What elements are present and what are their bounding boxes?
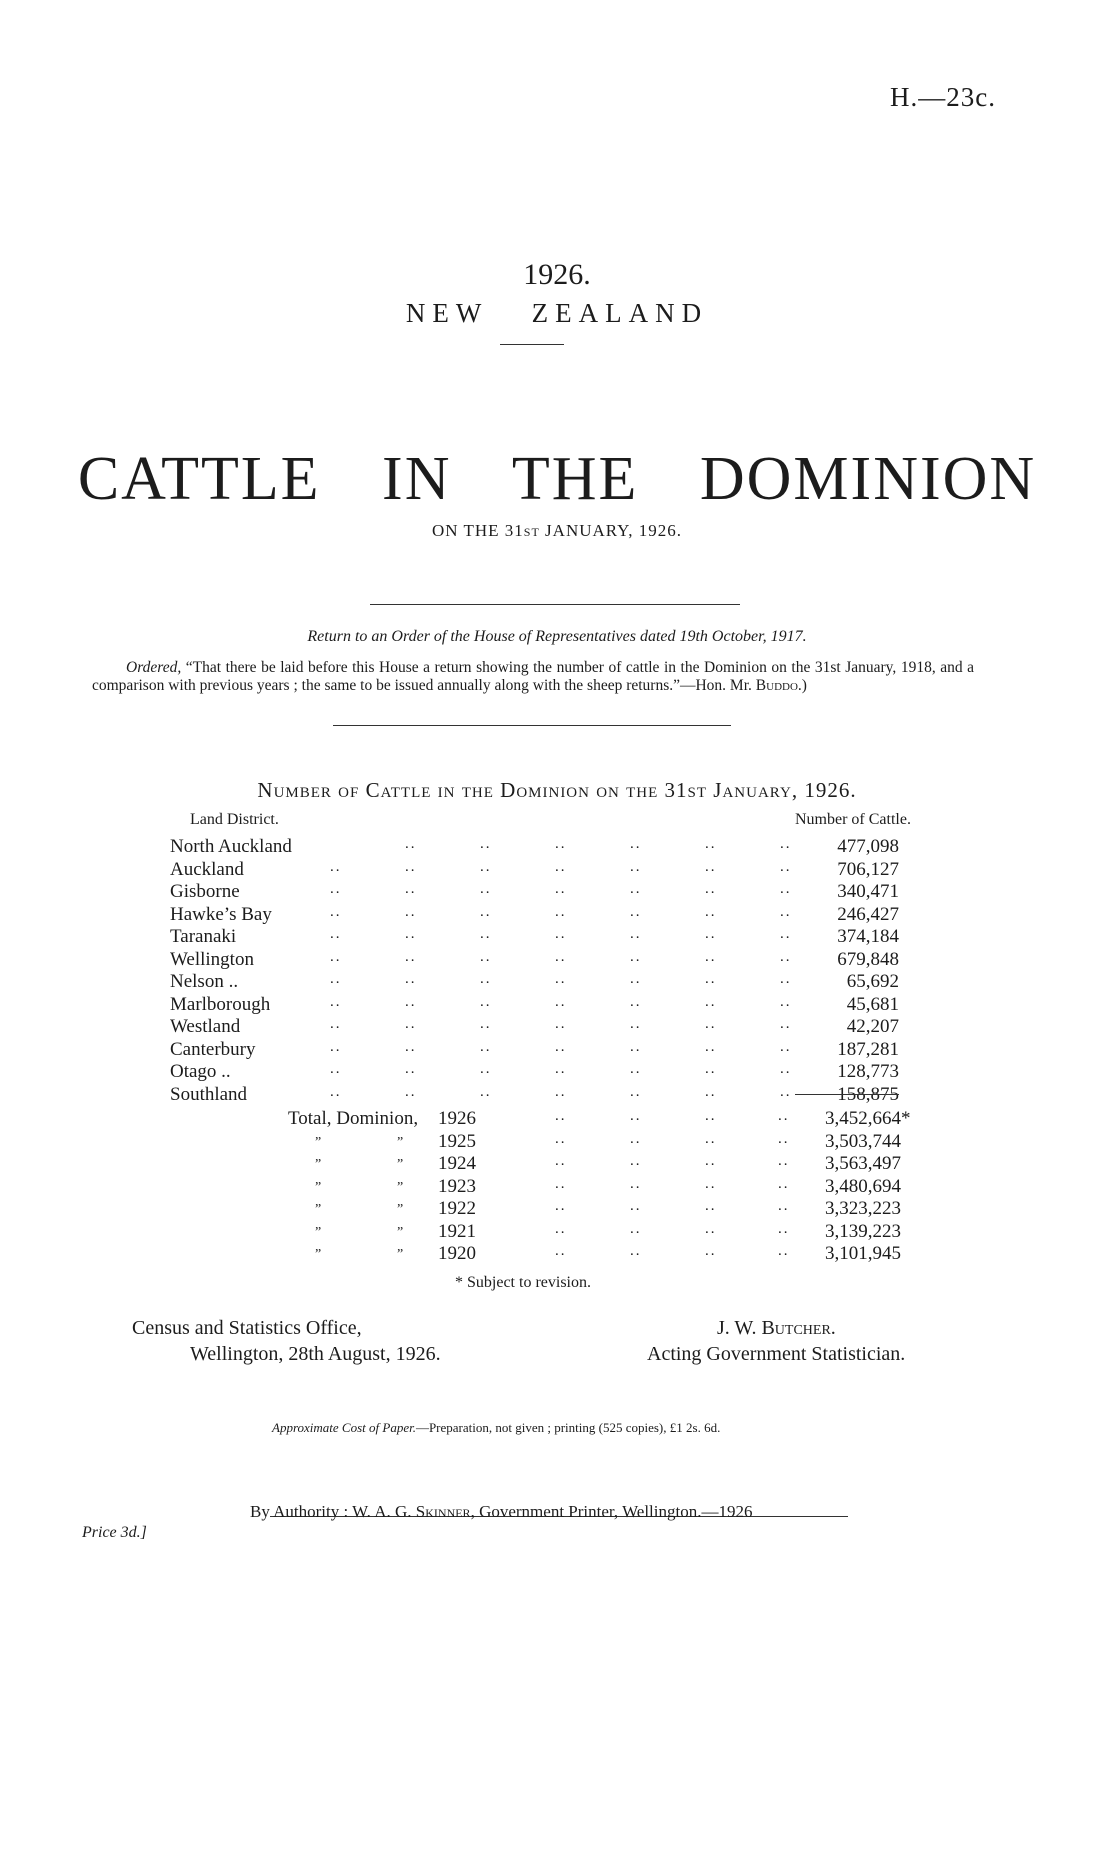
- cattle-count: 187,281: [837, 1038, 899, 1060]
- ditto-mark: ”: [315, 1179, 322, 1195]
- table-row: [0, 949, 1114, 971]
- document-reference: H.—23c.: [890, 82, 996, 112]
- leader-dots: .. .. .. .. .. .. ..: [330, 948, 792, 965]
- leader-dots: .. .. .. ..: [555, 1108, 790, 1124]
- total-label: Total, Dominion,: [288, 1108, 419, 1129]
- total-value: 3,452,664: [825, 1108, 901, 1129]
- leader-dots: .. .. .. ..: [555, 1175, 790, 1192]
- total-row: [0, 1221, 1114, 1243]
- district-name: Otago ..: [170, 1061, 231, 1082]
- printer-authority: [250, 1502, 752, 1522]
- total-row: [0, 1108, 1114, 1130]
- total-year: 1925: [438, 1130, 476, 1152]
- signatory-position: Acting Government Statistician.: [647, 1343, 906, 1365]
- total-row: [0, 1243, 1114, 1265]
- total-row: [0, 1176, 1114, 1198]
- footnote: * Subject to revision.: [455, 1274, 591, 1291]
- leader-dots: .. .. .. .. .. .. ..: [330, 858, 792, 875]
- sum-rule: [795, 1094, 899, 1095]
- district-name: Auckland: [170, 858, 244, 880]
- cost-text: —Preparation, not given ; printing (525 copies), £1 2s. 6d.: [415, 1420, 721, 1435]
- ordered-body: “That there be laid before this House a return showing the number of cattle in the Dominion on the 31st January, 1918, and a comparison with previous years ; the same to be issued annually along with the sheep returns.”—Hon. Mr.: [92, 659, 974, 694]
- cattle-count: 128,773: [837, 1061, 899, 1082]
- revision-mark: *: [901, 1108, 911, 1129]
- leader-dots: .. .. .. ..: [555, 1243, 790, 1259]
- cattle-count: 477,098: [837, 836, 899, 857]
- total-year: 1920: [438, 1243, 476, 1264]
- total-year: 1922: [438, 1198, 476, 1219]
- ditto-mark: ”: [315, 1224, 322, 1240]
- ditto-mark: ”: [397, 1179, 404, 1195]
- total-value: 3,139,223: [825, 1220, 901, 1242]
- page-subtitle: [0, 521, 1114, 541]
- publication-year: 1926.: [523, 258, 591, 291]
- leader-dots: .. .. .. .. .. .. ..: [330, 881, 792, 897]
- total-row: [0, 1198, 1114, 1220]
- leader-dots: .. .. .. .. .. .. ..: [330, 1061, 792, 1077]
- district-name: Marlborough: [170, 993, 271, 1015]
- column-header-district: Land District.: [190, 811, 279, 828]
- column-header-cattle: Number of Cattle.: [795, 811, 911, 828]
- leader-dots: .. .. .. .. .. .. ..: [330, 993, 792, 1010]
- table-row: [0, 904, 1114, 926]
- table-row: [0, 1061, 1114, 1083]
- cattle-count: 158,875: [837, 1083, 899, 1105]
- leader-dots: .. .. .. .. .. ..: [405, 836, 792, 852]
- total-value: 3,563,497: [825, 1153, 901, 1174]
- total-value: 3,503,744: [825, 1130, 901, 1152]
- district-name: Westland: [170, 1016, 241, 1037]
- page-title: CATTLE IN THE DOMINION: [77, 445, 1037, 513]
- ordered-member: Buddo: [755, 676, 798, 694]
- printer-name: Skinner: [415, 1502, 471, 1521]
- total-year: 1923: [438, 1175, 476, 1197]
- cattle-count: 706,127: [837, 858, 899, 880]
- ditto-mark: ”: [397, 1224, 404, 1240]
- short-divider: [500, 344, 564, 345]
- total-year: 1921: [438, 1220, 476, 1242]
- district-name: Canterbury: [170, 1038, 256, 1060]
- office-place-date: Wellington, 28th August, 1926.: [190, 1343, 441, 1365]
- return-order-line: Return to an Order of the House of Representatives dated 19th October, 1917.: [307, 628, 807, 645]
- leader-dots: .. .. .. .. .. .. ..: [330, 1016, 792, 1032]
- cattle-count: 679,848: [837, 948, 899, 970]
- ditto-mark: ”: [315, 1134, 322, 1150]
- price-label: Price 3d.]: [82, 1524, 147, 1541]
- total-row: [0, 1131, 1114, 1153]
- divider-rule: [370, 604, 740, 605]
- district-name: Hawke’s Bay: [170, 903, 272, 925]
- cattle-count: 374,184: [837, 926, 899, 947]
- cattle-count: 45,681: [846, 993, 899, 1015]
- total-value: 3,101,945: [825, 1243, 901, 1264]
- subtitle-pre: ON THE 31: [431, 521, 524, 540]
- cost-label: Approximate Cost of Paper.: [272, 1420, 416, 1435]
- ditto-mark: ”: [397, 1134, 404, 1150]
- cost-of-paper: [272, 1420, 720, 1436]
- leader-dots: .. .. .. .. .. .. ..: [330, 1038, 792, 1055]
- district-name: Nelson ..: [170, 971, 239, 992]
- leader-dots: .. .. .. ..: [555, 1130, 790, 1147]
- cattle-count: 42,207: [846, 1016, 899, 1037]
- ordered-lead: Ordered,: [126, 659, 182, 676]
- ordered-close: .): [797, 676, 807, 694]
- leader-dots: .. .. .. .. .. .. ..: [330, 1083, 792, 1100]
- ordered-paragraph: [92, 659, 974, 694]
- leader-dots: .. .. .. ..: [555, 1198, 790, 1214]
- table-title: Number of Cattle in the Dominion on the 31st January, 1926.: [257, 778, 857, 802]
- district-name: Gisborne: [170, 881, 240, 902]
- leader-dots: .. .. .. .. .. .. ..: [330, 971, 792, 987]
- total-value: 3,480,694: [825, 1175, 901, 1197]
- signatory-name: J. W. Butcher.: [717, 1317, 836, 1339]
- district-name: Wellington: [170, 948, 254, 970]
- table-row: [0, 1016, 1114, 1038]
- leader-dots: .. .. .. .. .. .. ..: [330, 926, 792, 942]
- ditto-mark: ”: [397, 1247, 404, 1262]
- total-value: 3,323,223: [825, 1198, 901, 1219]
- ditto-mark: ”: [315, 1157, 322, 1172]
- cattle-count: 65,692: [846, 971, 899, 992]
- cattle-count: 246,427: [837, 903, 899, 925]
- ditto-mark: ”: [315, 1247, 322, 1262]
- ditto-mark: ”: [397, 1157, 404, 1172]
- subtitle-post: JANUARY, 1926.: [539, 521, 683, 540]
- table-row: [0, 836, 1114, 858]
- district-name: Taranaki: [170, 926, 237, 947]
- cattle-count: 340,471: [837, 881, 899, 902]
- district-name: North Auckland: [170, 836, 292, 857]
- total-year: 1926: [438, 1108, 476, 1129]
- table-row: [0, 881, 1114, 903]
- authority-post: , Government Printer, Wellington.—1926: [470, 1502, 753, 1521]
- leader-dots: .. .. .. ..: [555, 1153, 790, 1169]
- table-row: [0, 994, 1114, 1016]
- leader-dots: .. .. .. ..: [555, 1220, 790, 1237]
- ditto-mark: ”: [315, 1202, 322, 1217]
- leader-dots: .. .. .. .. .. .. ..: [330, 903, 792, 920]
- country-heading: NEW ZEALAND: [405, 298, 709, 328]
- divider-rule: [333, 725, 731, 726]
- authority-pre: By Authority : W. A. G.: [250, 1502, 416, 1521]
- table-row: [0, 1084, 1114, 1106]
- total-row: [0, 1153, 1114, 1175]
- table-row: [0, 859, 1114, 881]
- office-name: Census and Statistics Office,: [132, 1317, 362, 1339]
- subtitle-sup: ST: [523, 525, 540, 539]
- district-name: Southland: [170, 1083, 248, 1105]
- table-row: [0, 1039, 1114, 1061]
- table-row: [0, 971, 1114, 993]
- ditto-mark: ”: [397, 1202, 404, 1217]
- total-year: 1924: [438, 1153, 476, 1174]
- table-row: [0, 926, 1114, 948]
